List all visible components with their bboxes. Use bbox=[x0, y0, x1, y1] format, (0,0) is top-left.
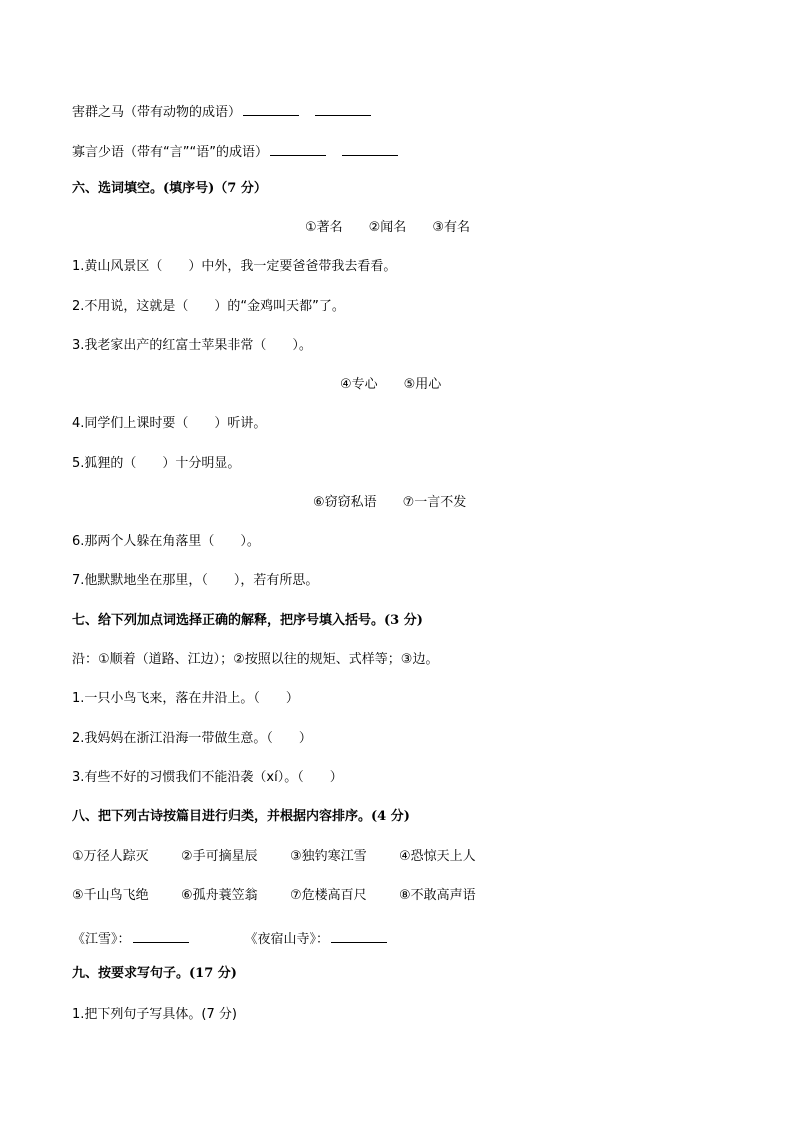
poem-line: ③独钓寒江雪 bbox=[290, 849, 367, 864]
word-option: ⑤用心 bbox=[403, 377, 442, 392]
poem-line: ⑦危楼高百尺 bbox=[290, 888, 367, 903]
word-options-group-1 bbox=[305, 219, 470, 237]
question-6-7: 7.他默默地坐在那里，（ ），若有所思。 bbox=[72, 573, 319, 588]
answer-blank[interactable] bbox=[243, 101, 299, 116]
poem-lines-row-1 bbox=[72, 848, 508, 866]
definition-line: 沿：①顺着（道路、江边）；②按照以往的规矩、式样等；③边。 bbox=[72, 652, 439, 667]
word-option: ④专心 bbox=[340, 377, 378, 392]
answer-blank[interactable] bbox=[331, 928, 387, 943]
poem-lines-row-2 bbox=[72, 887, 508, 905]
question-6-6: 6.那两个人躲在角落里（ ）。 bbox=[72, 534, 260, 549]
idiom-prompt-1: 害群之马（带有动物的成语） bbox=[72, 105, 242, 120]
answer-blank[interactable] bbox=[315, 101, 371, 116]
poem-line: ①万径人踪灭 bbox=[72, 849, 149, 864]
question-6-1: 1.黄山风景区（ ）中外，我一定要爸爸带我去看看。 bbox=[72, 259, 397, 274]
question-7-1: 1.一只小鸟飞来，落在井沿上。（ ） bbox=[72, 691, 299, 706]
answer-blank[interactable] bbox=[342, 141, 398, 156]
poem-line: ⑧不敢高声语 bbox=[399, 888, 476, 903]
poem-title-jiangxue: 《江雪》： bbox=[72, 932, 131, 947]
word-option: ②闻名 bbox=[368, 220, 407, 235]
section-6-title: 六、选词填空。(填序号)（7 分） bbox=[72, 181, 267, 196]
idiom-line-2 bbox=[72, 141, 398, 162]
section-9-title: 九、按要求写句子。(17 分) bbox=[72, 966, 237, 981]
word-option: ①著名 bbox=[305, 220, 343, 235]
word-option: ⑦一言不发 bbox=[402, 495, 467, 510]
idiom-prompt-2: 寡言少语（带有“言”“语”的成语） bbox=[72, 145, 268, 160]
poem-answer-line bbox=[72, 928, 387, 949]
poem-line: ④恐惊天上人 bbox=[399, 849, 476, 864]
question-6-2: 2.不用说，这就是（ ）的“金鸡叫天都”了。 bbox=[72, 299, 345, 314]
word-options-group-2 bbox=[340, 376, 441, 394]
question-9-1: 1.把下列句子写具体。(7 分) bbox=[72, 1007, 237, 1022]
section-8-title: 八、把下列古诗按篇目进行归类，并根据内容排序。(4 分) bbox=[72, 809, 410, 824]
poem-line: ⑥孤舟蓑笠翁 bbox=[181, 888, 258, 903]
idiom-line-1 bbox=[72, 101, 371, 122]
poem-line: ⑤千山鸟飞绝 bbox=[72, 888, 149, 903]
question-7-2: 2.我妈妈在浙江沿海一带做生意。（ ） bbox=[72, 731, 312, 746]
question-6-3: 3.我老家出产的红富士苹果非常（ ）。 bbox=[72, 338, 312, 353]
question-6-4: 4.同学们上课时要（ ）听讲。 bbox=[72, 416, 267, 431]
word-option: ③有名 bbox=[432, 220, 470, 235]
poem-line: ②手可摘星辰 bbox=[181, 849, 258, 864]
poem-title-yesushansi: 《夜宿山寺》： bbox=[244, 932, 330, 947]
word-option: ⑥窃窃私语 bbox=[313, 495, 377, 510]
answer-blank[interactable] bbox=[270, 141, 326, 156]
question-7-3: 3.有些不好的习惯我们不能沿袭（xí）。（ ） bbox=[72, 770, 343, 785]
answer-blank[interactable] bbox=[133, 928, 189, 943]
question-6-5: 5.狐狸的（ ）十分明显。 bbox=[72, 456, 241, 471]
section-7-title: 七、给下列加点词选择正确的解释，把序号填入括号。(3 分) bbox=[72, 613, 423, 628]
word-options-group-3 bbox=[313, 494, 466, 512]
